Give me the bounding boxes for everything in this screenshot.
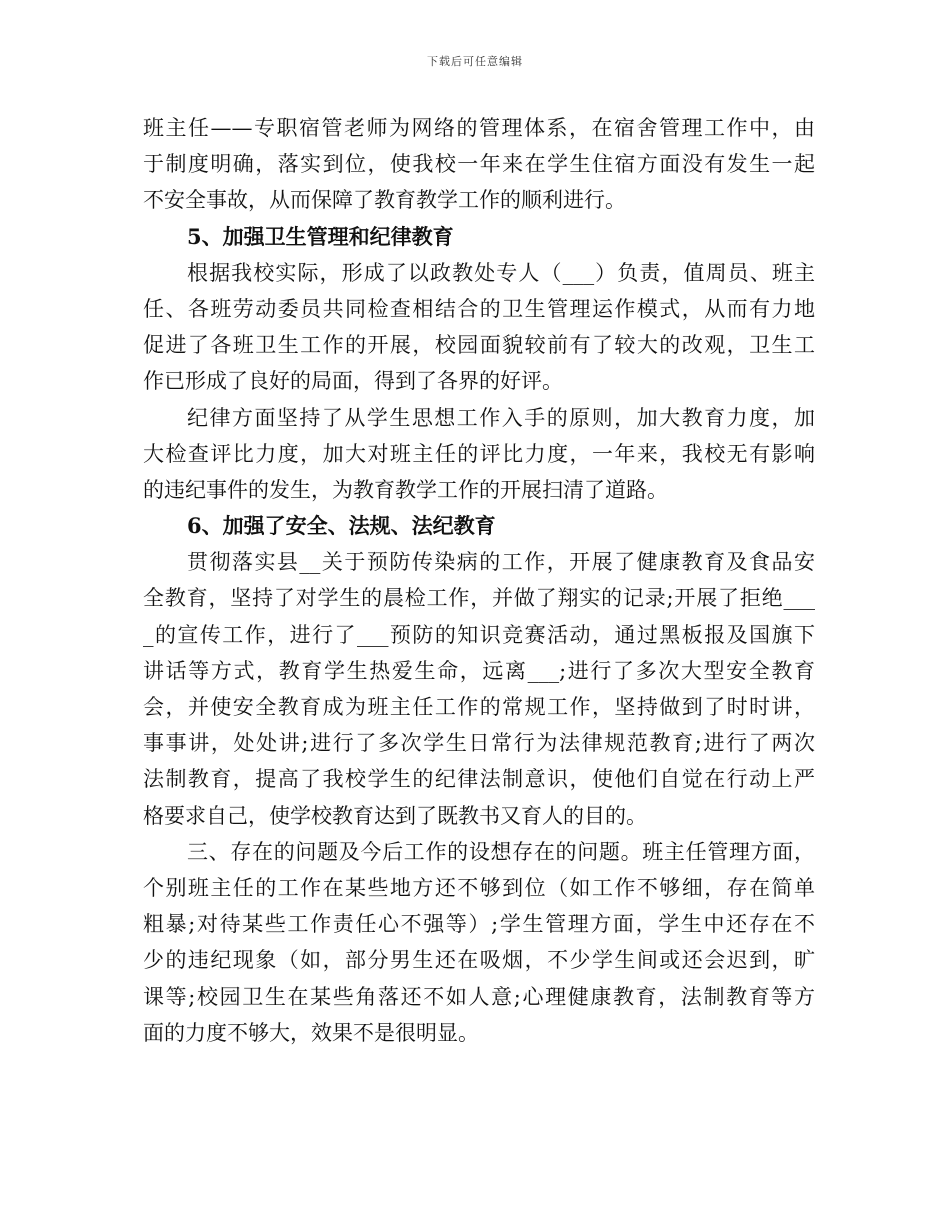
paragraph-line: 粗暴;对待某些工作责任心不强等）;学生管理方面，学生中还存在不 (143, 912, 815, 937)
paragraph-line: _的宣传工作，进行了___预防的知识竞赛活动，通过黑板报及国旗下 (143, 622, 815, 647)
document-body (143, 110, 815, 1051)
paragraph-line: 大检查评比力度，加大对班主任的评比力度，一年来，我校无有影响 (143, 441, 815, 466)
section-heading: 6、加强了安全、法规、法纪教育 (187, 513, 496, 539)
paragraph-line: 事事讲，处处讲;进行了多次学生日常行为法律规范教育;进行了两次 (143, 731, 815, 756)
paragraph-line: 贯彻落实县__关于预防传染病的工作，开展了健康教育及食品安 (187, 550, 815, 575)
paragraph-line: 面的力度不够大，效果不是很明显。 (143, 1020, 479, 1045)
paragraph-line: 课等;校园卫生在某些角落还不如人意;心理健康教育，法制教育等方 (143, 984, 815, 1009)
paragraph-line: 格要求自己，使学校教育达到了既教书又育人的目的。 (143, 803, 647, 828)
paragraph-line: 讲话等方式，教育学生热爱生命，远离___;进行了多次大型安全教育 (143, 658, 815, 683)
paragraph-line: 的违纪事件的发生，为教育教学工作的开展扫清了道路。 (143, 477, 668, 502)
paragraph-line: 于制度明确，落实到位，使我校一年来在学生住宿方面没有发生一起 (143, 152, 815, 177)
paragraph-line: 不安全事故，从而保障了教育教学工作的顺利进行。 (143, 188, 626, 213)
paragraph-line: 促进了各班卫生工作的开展，校园面貌较前有了较大的改观，卫生工 (143, 333, 815, 358)
paragraph-line: 作已形成了良好的局面，得到了各界的好评。 (143, 369, 563, 394)
paragraph-line: 任、各班劳动委员共同检查相结合的卫生管理运作模式，从而有力地 (143, 296, 815, 321)
section-heading: 5、加强卫生管理和纪律教育 (187, 223, 454, 249)
paragraph-line: 班主任——专职宿管老师为网络的管理体系，在宿舍管理工作中，由 (143, 116, 815, 140)
paragraph-line: 三、存在的问题及今后工作的设想存在的问题。班主任管理方面， (187, 839, 815, 864)
paragraph-line: 个别班主任的工作在某些地方还不够到位（如工作不够细，存在简单 (143, 875, 815, 900)
paragraph-line: 纪律方面坚持了从学生思想工作入手的原则，加大教育力度，加 (187, 405, 815, 430)
paragraph-line: 法制教育，提高了我校学生的纪律法制意识，使他们自觉在行动上严 (143, 767, 815, 792)
paragraph-line: 少的违纪现象（如，部分男生还在吸烟，不少学生间或还会迟到，旷 (143, 948, 815, 973)
page-header-note: 下载后可任意编辑 (427, 55, 523, 68)
paragraph-line: 会，并使安全教育成为班主任工作的常规工作，坚持做到了时时讲， (143, 695, 815, 719)
paragraph-line: 全教育，坚持了对学生的晨检工作，并做了翔实的记录;开展了拒绝___ (143, 586, 815, 611)
paragraph-line: 根据我校实际，形成了以政教处专人（___）负责，值周员、班主 (187, 260, 815, 285)
